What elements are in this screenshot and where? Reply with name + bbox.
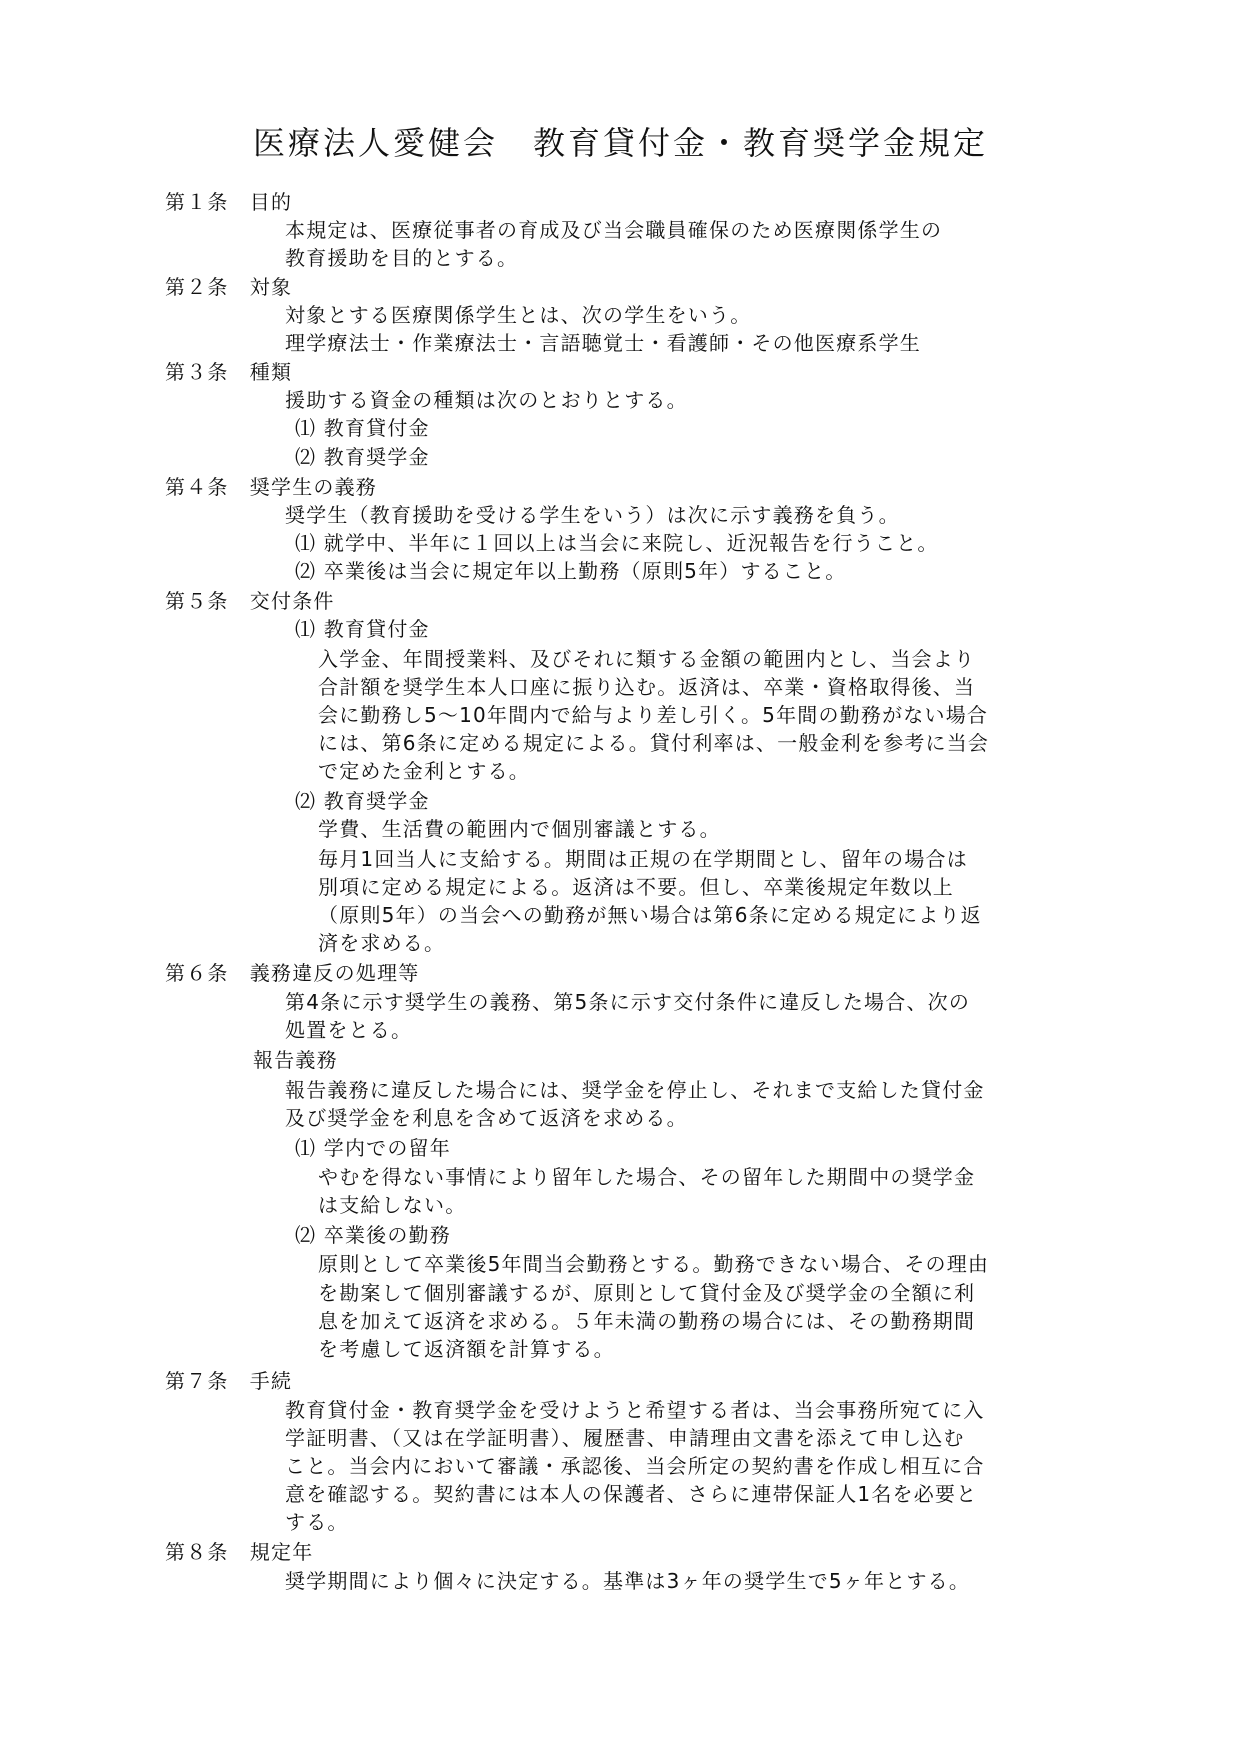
article-5-sub-1-line-3: 会に勤務し5～10年間内で給与より差し引く。5年間の勤務がない場合 [318, 703, 989, 727]
article-7-line-5: する。 [285, 1510, 349, 1534]
article-7-heading: 第７条 手続 [165, 1369, 293, 1393]
article-6-sub-2-line-2: を勘案して個別審議するが、原則として貸付金及び奨学金の全額に利 [318, 1281, 976, 1305]
article-1-line-1: 本規定は、医療従事者の育成及び当会職員確保のため医療関係学生の [285, 218, 943, 242]
article-5-sub-2-label: ⑵ 教育奨学金 [295, 789, 430, 813]
article-7-line-2: 学証明書、（又は在学証明書）、履歴書、申請理由文書を添えて申し込む [285, 1426, 965, 1450]
article-6-line-2: 処置をとる。 [285, 1018, 413, 1042]
article-5-sub-2-line-2: 毎月1回当人に支給する。期間は正規の在学期間とし、留年の場合は [318, 847, 968, 871]
article-2-heading: 第２条 対象 [165, 275, 293, 299]
article-6-heading: 第６条 義務違反の処理等 [165, 961, 420, 985]
article-6-sub-2-line-4: を考慮して返済額を計算する。 [318, 1337, 615, 1361]
article-3-heading: 第３条 種類 [165, 360, 293, 384]
article-4-item-2: ⑵ 卒業後は当会に規定年以上勤務（原則5年）すること。 [295, 559, 847, 583]
article-3-item-1: ⑴ 教育貸付金 [295, 416, 430, 440]
article-3-line-1: 援助する資金の種類は次のとおりとする。 [285, 388, 688, 412]
article-5-sub-1-line-2: 合計額を奨学生本人口座に振り込む。返済は、卒業・資格取得後、当 [318, 675, 976, 699]
article-1-line-2: 教育援助を目的とする。 [285, 246, 519, 270]
article-6-sub-2-label: ⑵ 卒業後の勤務 [295, 1223, 451, 1247]
article-6-subbody-line-1: 報告義務に違反した場合には、奨学金を停止し、それまで支給した貸付金 [285, 1078, 985, 1102]
article-5-sub-2-line-1: 学費、生活費の範囲内で個別審議とする。 [318, 817, 721, 841]
article-6-sub-1-line-2: は支給しない。 [318, 1193, 467, 1217]
article-5-sub-1-line-1: 入学金、年間授業料、及びそれに類する金額の範囲内とし、当会より [318, 647, 976, 671]
article-5-sub-1-line-5: で定めた金利とする。 [318, 759, 530, 783]
article-4-heading: 第４条 奨学生の義務 [165, 475, 377, 499]
article-6-subheading: 報告義務 [253, 1048, 338, 1072]
article-1-heading: 第１条 目的 [165, 190, 293, 214]
article-6-sub-1-line-1: やむを得ない事情により留年した場合、その留年した期間中の奨学金 [318, 1165, 976, 1189]
article-8-line-1: 奨学期間により個々に決定する。基準は3ヶ年の奨学生で5ヶ年とする。 [285, 1569, 971, 1593]
article-7-line-3: こと。当会内において審議・承認後、当会所定の契約書を作成し相互に合 [285, 1454, 985, 1478]
article-7-line-4: 意を確認する。契約書には本人の保護者、さらに連帯保証人1名を必要と [285, 1482, 978, 1506]
article-2-line-1: 対象とする医療関係学生とは、次の学生をいう。 [285, 303, 752, 327]
article-6-sub-2-line-1: 原則として卒業後5年間当会勤務とする。勤務できない場合、その理由 [318, 1252, 990, 1276]
article-5-heading: 第５条 交付条件 [165, 589, 335, 613]
article-6-sub-1-label: ⑴ 学内での留年 [295, 1136, 451, 1160]
article-2-line-2: 理学療法士・作業療法士・言語聴覚士・看護師・その他医療系学生 [285, 331, 921, 355]
article-6-sub-2-line-3: 息を加えて返済を求める。５年未満の勤務の場合には、その勤務期間 [318, 1309, 976, 1333]
article-4-item-1: ⑴ 就学中、半年に１回以上は当会に来院し、近況報告を行うこと。 [295, 531, 939, 555]
article-7-line-1: 教育貸付金・教育奨学金を受けようと希望する者は、当会事務所宛てに入 [285, 1398, 985, 1422]
article-5-sub-1-line-4: には、第6条に定める規定による。貸付利率は、一般金利を参考に当会 [318, 731, 990, 755]
document-title: 医療法人愛健会 教育貸付金・教育奨学金規定 [252, 124, 988, 162]
article-8-heading: 第８条 規定年 [165, 1540, 314, 1564]
article-5-sub-2-line-5: 済を求める。 [318, 931, 446, 955]
article-5-sub-1-label: ⑴ 教育貸付金 [295, 617, 430, 641]
article-6-line-1: 第4条に示す奨学生の義務、第5条に示す交付条件に違反した場合、次の [285, 990, 971, 1014]
article-6-subbody-line-2: 及び奨学金を利息を含めて返済を求める。 [285, 1106, 688, 1130]
article-5-sub-2-line-3: 別項に定める規定による。返済は不要。但し、卒業後規定年数以上 [318, 875, 954, 899]
article-4-line-1: 奨学生（教育援助を受ける学生をいう）は次に示す義務を負う。 [285, 503, 900, 527]
article-5-sub-2-line-4: （原則5年）の当会への勤務が無い場合は第6条に定める規定により返 [318, 903, 982, 927]
article-3-item-2: ⑵ 教育奨学金 [295, 445, 430, 469]
